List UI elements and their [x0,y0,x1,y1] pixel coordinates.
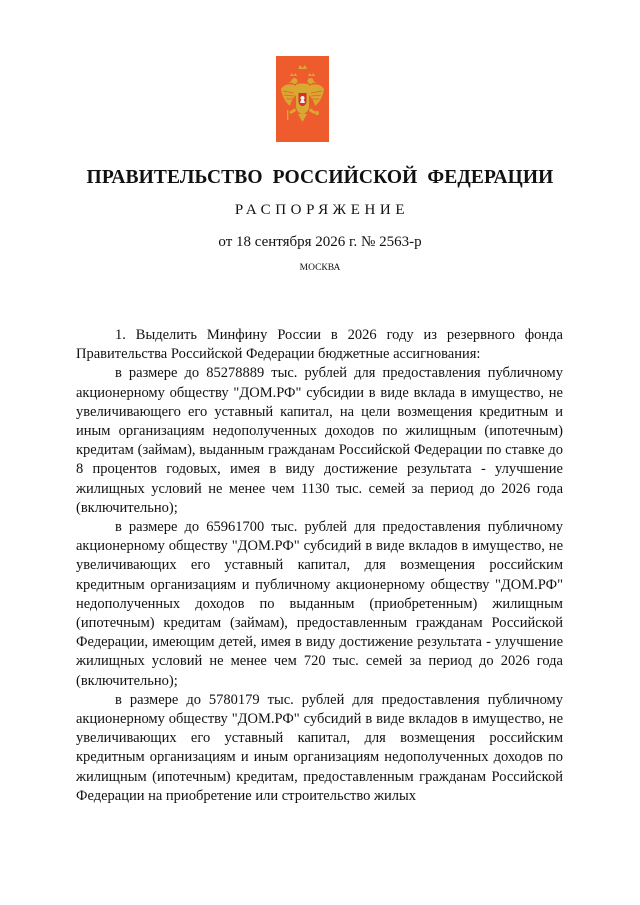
document-type: РАСПОРЯЖЕНИЕ [234,202,410,218]
coat-of-arms-icon [276,56,329,142]
body-paragraph: в размере до 5780179 тыс. рублей для предоставления публичному акционерному обществу "ДОМ.РФ" субсидий в виде вкладов в имущество, не увеличивающих его уставный капитал, для возмещения российским кредитным организациям и иным организациям недополученных доходов по жилищным (ипотечным) кредитам, предоставленным гражданам Российской Федерации на приобретение или строительство жилых [76,691,563,804]
body-paragraph: в размере до 85278889 тыс. рублей для предоставления публичному акционерному обществу "ДОМ.РФ" субсидии в виде вклада в имущество, не увеличивающего его уставный капитал, на цели возмещения кредитным и иным организациям недополученных доходов по жилищным (ипотечным) кредитам (займам), выданным гражданам Российской Федерации по ставке до 8 процентов годовых, имея в виду достижение результата - улучшение жилищных условий не менее чем 1130 тыс. семей за период до 2026 года (включительно); [76,365,563,516]
body-paragraph: 1. Выделить Минфину России в 2026 году из резервного фонда Правительства Российской Федерации бюджетные ассигнования: [76,327,563,363]
body-paragraph: в размере до 65961700 тыс. рублей для предоставления публичному акционерному обществу "ДОМ.РФ" субсидий в виде вкладов в имущество, не увеличивающих его уставный капитал, для возмещения российским кредитным организациям и публичному акционерному обществу "ДОМ.РФ" недополученных доходов по выданным (приобретенным) жилищным (ипотечным) кредитам (займам), предоставленным гражданам Российской Федерации, имеющим детей, имея в виду достижение результата - улучшение жилищных условий не менее чем 720 тыс. семей за период до 2026 года (включительно); [76,519,563,689]
document-city: МОСКВА [299,263,341,273]
document-date-number: от 18 сентября 2026 г. № 2563-р [218,234,422,250]
document-body [76,326,563,806]
page-title: ПРАВИТЕЛЬСТВО РОССИЙСКОЙ ФЕДЕРАЦИИ [86,167,554,188]
